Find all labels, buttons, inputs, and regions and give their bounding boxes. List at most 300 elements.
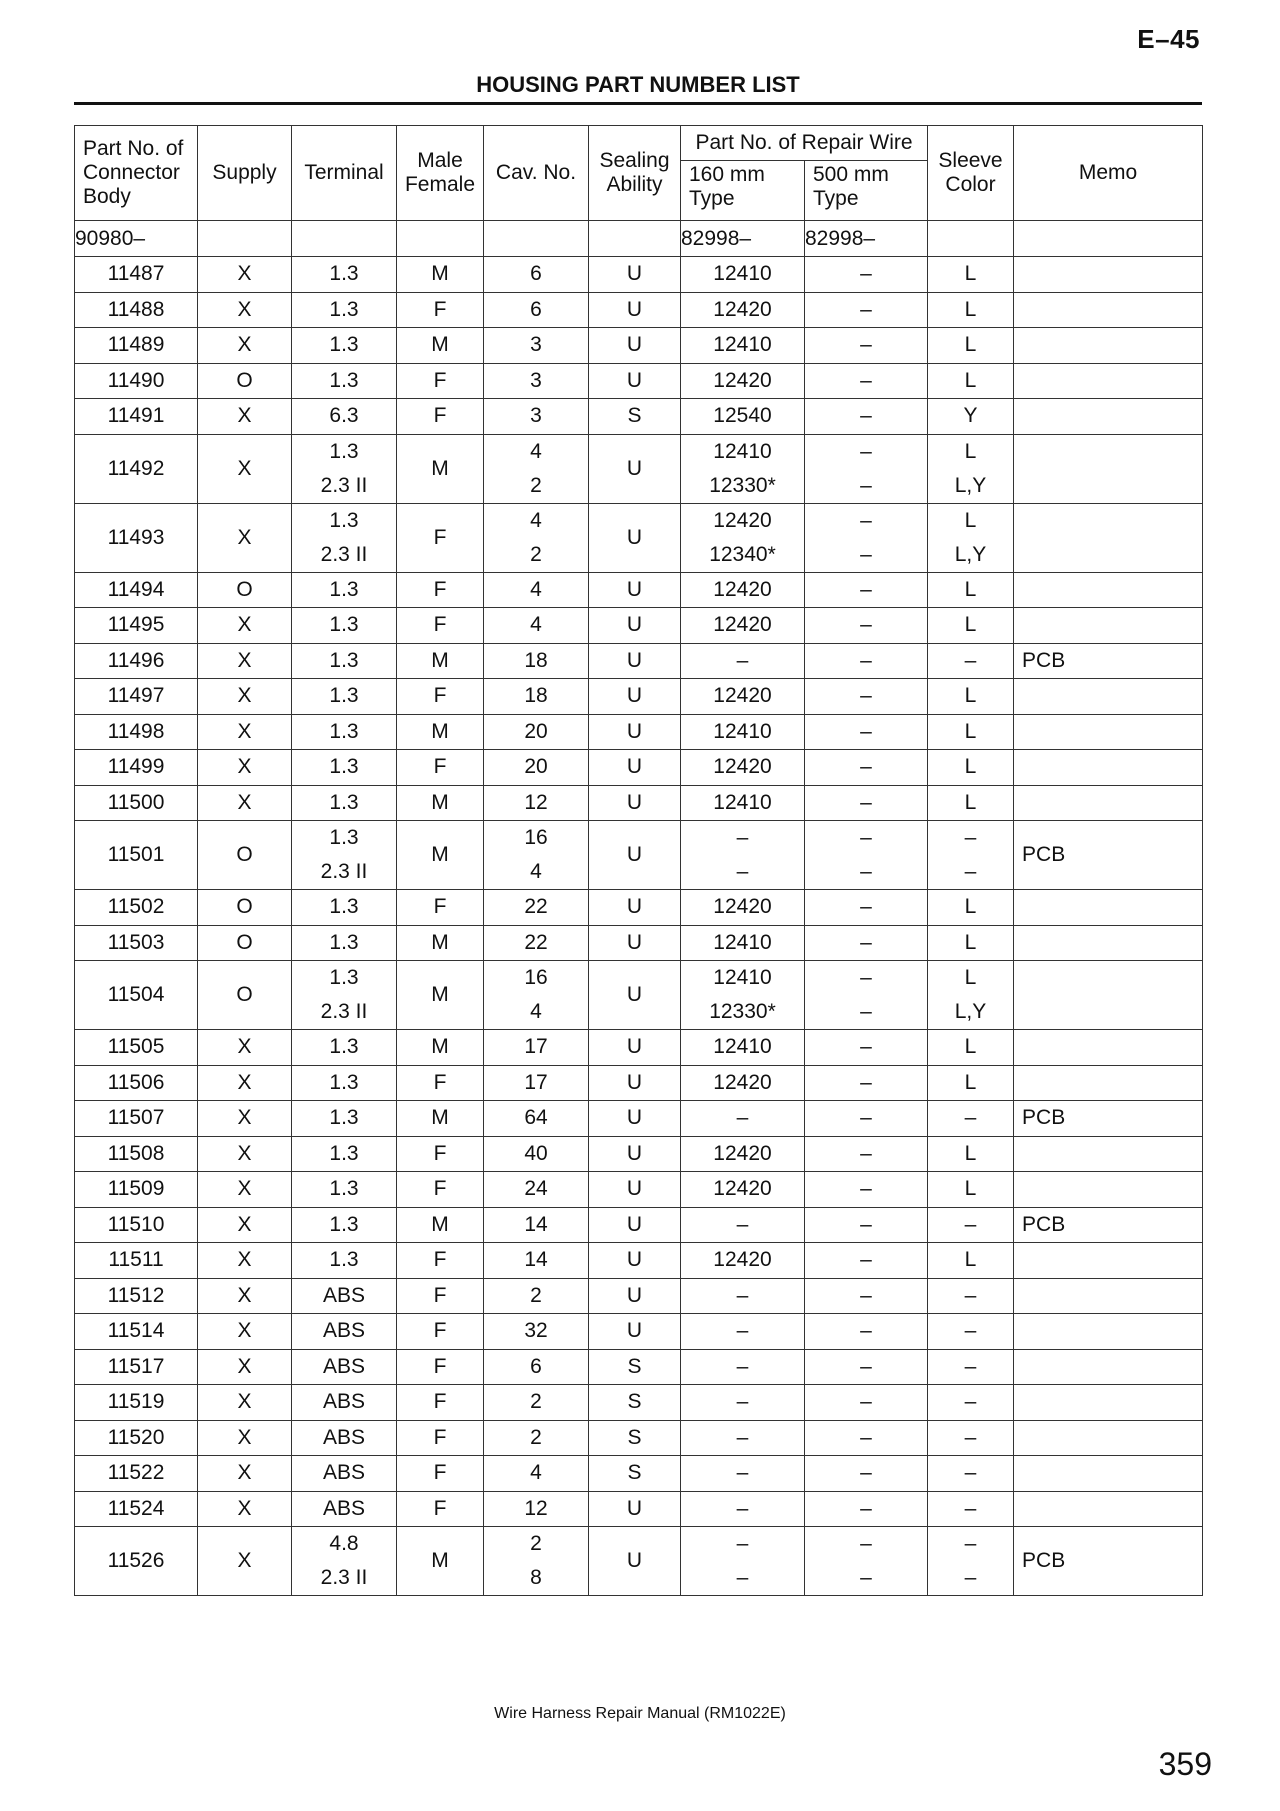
cell-terminal: ABS <box>292 1278 397 1314</box>
cell-cav-no: 3 <box>484 363 589 399</box>
cell-sealing: S <box>589 1456 681 1492</box>
cell-wire-160mm <box>681 1527 805 1596</box>
table-row <box>75 961 1203 1030</box>
cell-cav-no-line: 2 <box>530 542 542 566</box>
cell-wire-160mm: 12420 <box>681 750 805 786</box>
cell-cav-no: 32 <box>484 1314 589 1350</box>
cell-wire-500mm: – <box>805 608 928 644</box>
cell-sleeve-color: L <box>928 785 1014 821</box>
cell-wire-160mm <box>681 961 805 1030</box>
cell-sleeve-color-line: L <box>964 966 977 989</box>
cell-terminal <box>292 503 397 572</box>
cell-sleeve-color-line: L,Y <box>954 542 987 566</box>
cell-sleeve-color: L <box>928 679 1014 715</box>
cell-part-no: 11520 <box>75 1420 198 1456</box>
cell-part-no: 11501 <box>75 821 198 890</box>
cell-supply: X <box>198 1101 292 1137</box>
cell-wire-160mm: – <box>681 1207 805 1243</box>
cell-supply: X <box>198 608 292 644</box>
cell-cav-no: 3 <box>484 328 589 364</box>
cell-part-no: 11522 <box>75 1456 198 1492</box>
cell-cav-no-line: 4 <box>530 1000 542 1023</box>
cell-male-female: M <box>397 714 484 750</box>
cell-sleeve-color-line: – <box>964 860 977 883</box>
cell-cav-no: 3 <box>484 399 589 435</box>
cell-sealing: U <box>589 643 681 679</box>
cell-wire-500mm: – <box>805 643 928 679</box>
cell-cav-no: 14 <box>484 1207 589 1243</box>
cell-wire-500mm: – <box>805 292 928 328</box>
cell-male-female: M <box>397 785 484 821</box>
cell-part-no: 11494 <box>75 572 198 608</box>
cell-wire-160mm-line: – <box>736 860 749 883</box>
cell-sleeve-color: – <box>928 643 1014 679</box>
cell-sleeve-color: – <box>928 1385 1014 1421</box>
cell-memo: PCB <box>1014 1207 1203 1243</box>
cell-sleeve-color-line: L,Y <box>954 1000 987 1023</box>
cell-sealing: U <box>589 890 681 926</box>
cell-male-female: M <box>397 1527 484 1596</box>
cell-wire-500mm: – <box>805 1207 928 1243</box>
page-number: 359 <box>1158 1746 1212 1782</box>
cell-male-female: M <box>397 925 484 961</box>
cell-male-female: M <box>397 1101 484 1137</box>
cell-cav-no: 6 <box>484 257 589 293</box>
cell-terminal-line: 2.3 II <box>320 542 368 566</box>
cell-male-female: M <box>397 643 484 679</box>
cell-terminal-line: 2.3 II <box>320 1566 368 1589</box>
cell-terminal: ABS <box>292 1491 397 1527</box>
cell-terminal: 1.3 <box>292 1030 397 1066</box>
col-header-memo: Memo <box>1014 126 1203 221</box>
table-row <box>75 890 1203 926</box>
cell-supply: X <box>198 1243 292 1279</box>
cell-sealing: U <box>589 1030 681 1066</box>
cell-wire-500mm <box>805 961 928 1030</box>
cell-wire-500mm-line: – <box>860 1000 872 1023</box>
cell-part-no: 11500 <box>75 785 198 821</box>
cell-cav-no: 6 <box>484 292 589 328</box>
col-header-500mm-line1: 500 mm <box>813 163 889 187</box>
cell-male-female: M <box>397 434 484 503</box>
cell-supply: X <box>198 1172 292 1208</box>
cell-terminal: 1.3 <box>292 1172 397 1208</box>
cell-cav-no: 4 <box>484 1456 589 1492</box>
cell-wire-500mm: – <box>805 714 928 750</box>
cell-wire-160mm: 12410 <box>681 925 805 961</box>
cell-sleeve-color-line: – <box>964 1532 977 1555</box>
cell-memo <box>1014 1349 1203 1385</box>
cell-wire-160mm: 12420 <box>681 1136 805 1172</box>
cell-part-no: 11506 <box>75 1065 198 1101</box>
col-header-part-no-line1: Part No. of <box>83 137 184 160</box>
cell-wire-160mm: 12420 <box>681 679 805 715</box>
cell-sleeve-color-line: L <box>964 439 977 463</box>
col-header-repair-wire: Part No. of Repair Wire <box>681 126 928 161</box>
cell-wire-500mm <box>805 434 928 503</box>
cell-part-no: 11487 <box>75 257 198 293</box>
cell-sealing: U <box>589 434 681 503</box>
cell-wire-500mm: – <box>805 1065 928 1101</box>
cell-wire-500mm: – <box>805 1172 928 1208</box>
cell-male-female: F <box>397 679 484 715</box>
cell-part-no: 11508 <box>75 1136 198 1172</box>
cell-terminal <box>292 821 397 890</box>
wire160-prefix: 82998– <box>681 221 805 257</box>
cell-part-no: 11504 <box>75 961 198 1030</box>
cell-memo <box>1014 890 1203 926</box>
cell-sealing: U <box>589 1278 681 1314</box>
cell-wire-160mm: 12410 <box>681 785 805 821</box>
cell-wire-500mm: – <box>805 1385 928 1421</box>
cell-memo <box>1014 1456 1203 1492</box>
cell-terminal <box>292 434 397 503</box>
cell-cav-no: 20 <box>484 714 589 750</box>
cell-memo <box>1014 1420 1203 1456</box>
cell-wire-160mm-line: 12340* <box>709 542 776 566</box>
cell-terminal: 6.3 <box>292 399 397 435</box>
cell-part-no: 11524 <box>75 1491 198 1527</box>
cell-wire-500mm-line: – <box>860 508 872 532</box>
table-row <box>75 1207 1203 1243</box>
cell-sleeve-color <box>928 961 1014 1030</box>
cell-memo <box>1014 257 1203 293</box>
cell-sealing: U <box>589 608 681 644</box>
cell-supply: X <box>198 714 292 750</box>
table-row <box>75 328 1203 364</box>
cell-cav-no: 20 <box>484 750 589 786</box>
cell-supply: X <box>198 679 292 715</box>
cell-cav-no <box>484 434 589 503</box>
cell-sleeve-color: L <box>928 890 1014 926</box>
cell-wire-500mm-line: – <box>860 966 872 989</box>
cell-terminal-line: 1.3 <box>329 508 359 532</box>
col-header-supply: Supply <box>198 126 292 221</box>
col-header-160mm-line2: Type <box>689 187 735 211</box>
cell-sleeve-color: – <box>928 1314 1014 1350</box>
cell-cav-no: 2 <box>484 1385 589 1421</box>
cell-sleeve-color-line: L <box>964 508 977 532</box>
col-header-terminal: Terminal <box>292 126 397 221</box>
cell-cav-no: 17 <box>484 1030 589 1066</box>
cell-cav-no <box>484 821 589 890</box>
housing-part-number-table <box>74 125 1203 1596</box>
cell-wire-160mm: 12410 <box>681 1030 805 1066</box>
cell-wire-500mm: – <box>805 257 928 293</box>
table-row <box>75 1420 1203 1456</box>
cell-memo <box>1014 434 1203 503</box>
cell-part-no: 11495 <box>75 608 198 644</box>
cell-cav-no <box>484 503 589 572</box>
cell-memo <box>1014 1065 1203 1101</box>
cell-wire-160mm-line: 12420 <box>713 508 772 532</box>
cell-supply: X <box>198 1385 292 1421</box>
cell-part-no: 11490 <box>75 363 198 399</box>
cell-cav-no: 2 <box>484 1278 589 1314</box>
cell-cav-no: 14 <box>484 1243 589 1279</box>
cell-supply: O <box>198 572 292 608</box>
cell-terminal: 1.3 <box>292 292 397 328</box>
cell-memo <box>1014 363 1203 399</box>
cell-terminal: 1.3 <box>292 1101 397 1137</box>
cell-part-no: 11489 <box>75 328 198 364</box>
cell-sealing: U <box>589 1065 681 1101</box>
cell-wire-500mm-line: – <box>860 860 872 883</box>
footer-manual-title: Wire Harness Repair Manual (RM1022E) <box>494 1705 786 1722</box>
cell-supply: X <box>198 785 292 821</box>
cell-sleeve-color: L <box>928 363 1014 399</box>
cell-cav-no: 4 <box>484 608 589 644</box>
cell-cav-no: 4 <box>484 572 589 608</box>
cell-part-no: 11526 <box>75 1527 198 1596</box>
table-row <box>75 1385 1203 1421</box>
wire500-prefix: 82998– <box>805 221 928 257</box>
table-row <box>75 572 1203 608</box>
cell-male-female: F <box>397 1065 484 1101</box>
table-row <box>75 1065 1203 1101</box>
cell-male-female: M <box>397 328 484 364</box>
table-row <box>75 714 1203 750</box>
cell-sealing: U <box>589 363 681 399</box>
cell-part-no: 11519 <box>75 1385 198 1421</box>
table-row <box>75 257 1203 293</box>
cell-cav-no-line: 8 <box>530 1566 542 1589</box>
cell-wire-160mm <box>681 503 805 572</box>
cell-male-female: F <box>397 1172 484 1208</box>
cell-supply: X <box>198 643 292 679</box>
cell-wire-160mm: – <box>681 1420 805 1456</box>
cell-sealing: U <box>589 1207 681 1243</box>
cell-supply: X <box>198 257 292 293</box>
col-header-part-no <box>75 126 198 221</box>
table-row <box>75 399 1203 435</box>
cell-wire-160mm: 12540 <box>681 399 805 435</box>
cell-wire-160mm-line: 12410 <box>713 439 772 463</box>
cell-memo <box>1014 1172 1203 1208</box>
cell-terminal-line: 1.3 <box>329 966 359 989</box>
cell-male-female: F <box>397 503 484 572</box>
cell-sealing: U <box>589 503 681 572</box>
cell-terminal: ABS <box>292 1456 397 1492</box>
cell-wire-160mm: 12420 <box>681 292 805 328</box>
cell-terminal: 1.3 <box>292 1136 397 1172</box>
cell-sleeve-color: L <box>928 608 1014 644</box>
cell-sealing: U <box>589 679 681 715</box>
cell-sleeve-color: L <box>928 714 1014 750</box>
cell-cav-no: 6 <box>484 1349 589 1385</box>
cell-sealing: U <box>589 292 681 328</box>
cell-supply: X <box>198 750 292 786</box>
cell-part-no: 11511 <box>75 1243 198 1279</box>
cell-wire-500mm: – <box>805 1136 928 1172</box>
cell-part-no: 11510 <box>75 1207 198 1243</box>
cell-sleeve-color: L <box>928 1172 1014 1208</box>
cell-terminal: 1.3 <box>292 890 397 926</box>
cell-wire-160mm: – <box>681 1456 805 1492</box>
cell-male-female: M <box>397 1030 484 1066</box>
cell-memo <box>1014 503 1203 572</box>
cell-cav-no-line: 16 <box>524 966 548 989</box>
table-row <box>75 1243 1203 1279</box>
cell-sealing: U <box>589 785 681 821</box>
cell-memo <box>1014 1278 1203 1314</box>
table-row <box>75 679 1203 715</box>
cell-wire-500mm-line: – <box>860 826 872 849</box>
cell-terminal: ABS <box>292 1314 397 1350</box>
cell-male-female: F <box>397 292 484 328</box>
cell-terminal-line: 2.3 II <box>320 860 368 883</box>
cell-part-no: 11488 <box>75 292 198 328</box>
cell-wire-160mm: 12420 <box>681 572 805 608</box>
cell-sealing: U <box>589 1491 681 1527</box>
cell-terminal-line: 1.3 <box>329 826 359 849</box>
cell-supply: X <box>198 399 292 435</box>
cell-terminal: 1.3 <box>292 1065 397 1101</box>
table-row <box>75 1030 1203 1066</box>
cell-sealing: U <box>589 1172 681 1208</box>
cell-terminal: ABS <box>292 1349 397 1385</box>
table-row <box>75 1172 1203 1208</box>
cell-supply: X <box>198 292 292 328</box>
cell-supply: X <box>198 1491 292 1527</box>
cell-part-no: 11496 <box>75 643 198 679</box>
table-row <box>75 1278 1203 1314</box>
cell-wire-160mm: – <box>681 1349 805 1385</box>
cell-cav-no-line: 4 <box>530 860 542 883</box>
cell-wire-500mm-line: – <box>860 1532 872 1555</box>
table-row <box>75 1349 1203 1385</box>
table-row <box>75 821 1203 890</box>
cell-male-female: M <box>397 1207 484 1243</box>
page-code: E–45 <box>1137 24 1200 54</box>
cell-male-female: M <box>397 257 484 293</box>
cell-supply: O <box>198 821 292 890</box>
cell-cav-no-line: 4 <box>530 439 542 463</box>
cell-part-no: 11498 <box>75 714 198 750</box>
cell-male-female: M <box>397 961 484 1030</box>
cell-terminal: 1.3 <box>292 328 397 364</box>
cell-terminal: 1.3 <box>292 925 397 961</box>
cell-wire-500mm: – <box>805 399 928 435</box>
cell-wire-160mm: 12410 <box>681 714 805 750</box>
cell-wire-160mm <box>681 434 805 503</box>
cell-wire-500mm: – <box>805 925 928 961</box>
col-header-sleeve-line2: Color <box>945 173 996 196</box>
cell-memo <box>1014 399 1203 435</box>
cell-sealing: U <box>589 572 681 608</box>
cell-wire-160mm-line: 12330* <box>709 1000 776 1023</box>
cell-wire-500mm: – <box>805 1101 928 1137</box>
cell-male-female: F <box>397 608 484 644</box>
cell-wire-500mm: – <box>805 363 928 399</box>
cell-sleeve-color-line: – <box>964 1566 977 1589</box>
table-row <box>75 750 1203 786</box>
cell-sleeve-color <box>928 503 1014 572</box>
cell-memo <box>1014 679 1203 715</box>
cell-cav-no-line: 16 <box>524 826 548 849</box>
cell-sealing: S <box>589 1349 681 1385</box>
cell-cav-no: 12 <box>484 785 589 821</box>
cell-wire-160mm <box>681 821 805 890</box>
cell-sleeve-color-line: – <box>964 826 977 849</box>
col-header-500mm <box>805 161 928 221</box>
cell-supply: X <box>198 1136 292 1172</box>
cell-sleeve-color: L <box>928 1243 1014 1279</box>
cell-wire-160mm: – <box>681 1101 805 1137</box>
cell-terminal: 1.3 <box>292 1243 397 1279</box>
cell-cav-no-line: 2 <box>530 473 542 497</box>
part-prefix: 90980– <box>75 221 198 257</box>
table-row <box>75 925 1203 961</box>
table-row <box>75 1136 1203 1172</box>
cell-terminal-line: 4.8 <box>329 1532 359 1555</box>
cell-sleeve-color: L <box>928 292 1014 328</box>
cell-wire-500mm-line: – <box>860 473 872 497</box>
table-row <box>75 643 1203 679</box>
cell-sealing: U <box>589 750 681 786</box>
cell-memo <box>1014 1243 1203 1279</box>
cell-part-no: 11491 <box>75 399 198 435</box>
cell-memo <box>1014 1136 1203 1172</box>
cell-male-female: F <box>397 363 484 399</box>
cell-supply: X <box>198 1065 292 1101</box>
cell-wire-160mm: – <box>681 643 805 679</box>
cell-part-no: 11509 <box>75 1172 198 1208</box>
cell-cav-no: 24 <box>484 1172 589 1208</box>
col-header-sealing <box>589 126 681 221</box>
col-header-160mm-line1: 160 mm <box>689 163 765 187</box>
cell-sealing: S <box>589 1385 681 1421</box>
cell-memo <box>1014 572 1203 608</box>
cell-wire-500mm: – <box>805 1349 928 1385</box>
table-row <box>75 785 1203 821</box>
col-header-sleeve-line1: Sleeve <box>938 149 1003 172</box>
cell-terminal: 1.3 <box>292 714 397 750</box>
cell-sleeve-color: – <box>928 1420 1014 1456</box>
col-header-male: Male <box>417 149 463 172</box>
cell-supply: X <box>198 1527 292 1596</box>
cell-wire-160mm: 12420 <box>681 608 805 644</box>
prefix-row <box>75 221 1203 257</box>
cell-sleeve-color: L <box>928 328 1014 364</box>
cell-terminal: 1.3 <box>292 363 397 399</box>
cell-cav-no: 2 <box>484 1420 589 1456</box>
page-title: HOUSING PART NUMBER LIST <box>476 72 800 97</box>
cell-sleeve-color: L <box>928 750 1014 786</box>
cell-supply: X <box>198 328 292 364</box>
cell-supply: X <box>198 1207 292 1243</box>
cell-wire-160mm: 12420 <box>681 1065 805 1101</box>
cell-wire-160mm-line: – <box>736 826 749 849</box>
cell-memo: PCB <box>1014 1101 1203 1137</box>
cell-supply: O <box>198 925 292 961</box>
col-header-sealing-line2: Ability <box>606 173 663 196</box>
cell-wire-160mm-line: 12410 <box>713 966 772 989</box>
cell-cav-no: 17 <box>484 1065 589 1101</box>
cell-part-no: 11517 <box>75 1349 198 1385</box>
cell-terminal: ABS <box>292 1385 397 1421</box>
cell-supply: X <box>198 1030 292 1066</box>
cell-wire-500mm <box>805 1527 928 1596</box>
cell-memo: PCB <box>1014 1527 1203 1596</box>
cell-memo: PCB <box>1014 821 1203 890</box>
cell-wire-500mm: – <box>805 1491 928 1527</box>
cell-cav-no: 12 <box>484 1491 589 1527</box>
col-header-male-female <box>397 126 484 221</box>
cell-sealing: U <box>589 1314 681 1350</box>
cell-male-female: F <box>397 750 484 786</box>
cell-part-no: 11502 <box>75 890 198 926</box>
